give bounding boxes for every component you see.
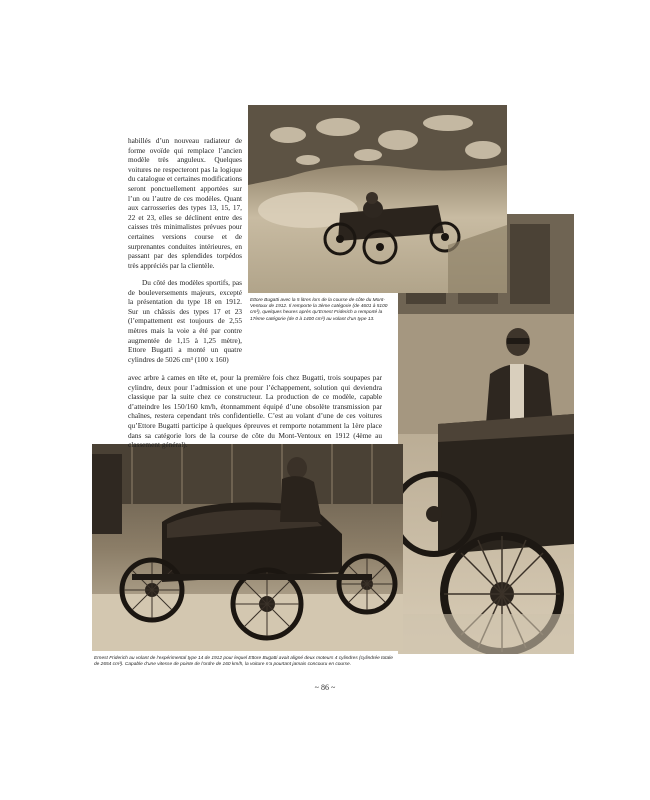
top-photo-caption-text: Ettore Bugatti avec la 5 litres lors de la course de côte du Mont-Ventoux de 1912. Il remporte la 3ème catégorie (de 4601 à 5100 cm³), quelques heures après qu’Ernest Friderich a remporté la 17ème catégorie (de 0 à 1400 cm³) au volant d’un type 13. [250,298,388,322]
paragraph-2-text: Du côté des modèles sportifs, pas de bouleversements majeurs, excepté la présentation du type 18 en 1912. Sur un châssis des types 17 et 23 (l’empattement est toujours de 2,55 mètres mais la voie a été par contre augmentée de 1,15 à 1,25 mètre), Ettore Bugatti a monté un quatre cylindres de 5026 cm³ (100 x 160) [128,278,242,364]
bottom-photo-caption [94,656,394,668]
page-number: ~ 86 ~ [314,683,336,692]
paragraph-1-text: habillés d’un nouveau radiateur de forme ovoïde qui remplace l’ancien modèle très anguleux. Quelques voitures ne respecteront pas la logique du catalogue et certaines modifications seront ponctuellement apportées sur l’un ou l’autre de ces modèles. Quant aux carrosseries des types 13, 15, 17, 22 et 23, elles se déclinent entre des caisses très minimalistes prévues pour certaines versions course et de surprenantes conduites intérieures, en passant par des splendides torpédos très appréciés par la clientèle. [128,136,242,270]
top-photo-caption [250,298,392,323]
body-paragraph-1 [128,136,242,276]
paragraph-3-text: avec arbre à cames en tête et, pour la première fois chez Bugatti, trois soupapes par cylindre, deux pour l’admission et une pour l’échappement, solution qui deviendra classique par la suite chez ce constructeur. La production de ce modèle, capable d’atteindre les 150/160 km/h, étonnamment équipé d’une obsolète transmission par chaînes, restera cependant très confidentielle. C’est au volant d’une de ces voitures qu’Ettore Bugatti participe à quelques épreuves et remporte notamment la 1ère place dans sa catégorie lors de la course de côte du Mont-Ventoux en 1912 (4ème au classement général). [128,373,382,450]
race-car-hillclimb-photo [248,105,507,293]
body-paragraph-3 [128,373,382,456]
race-car-garage-photo [92,444,403,651]
body-paragraph-2 [128,278,242,370]
bottom-photo-caption-text: Ernest Friderich au volant de l’expérimental type 14 de 1912 pour lequel Ettore Bugatti avait aligné deux moteurs 4 cylindres (cylindrée totale de 2654 cm³). Capable d’une vitesse de pointe de l’ordre de 160 km/h, la voiture n’a pourtant jamais concouru en course. [94,656,393,668]
